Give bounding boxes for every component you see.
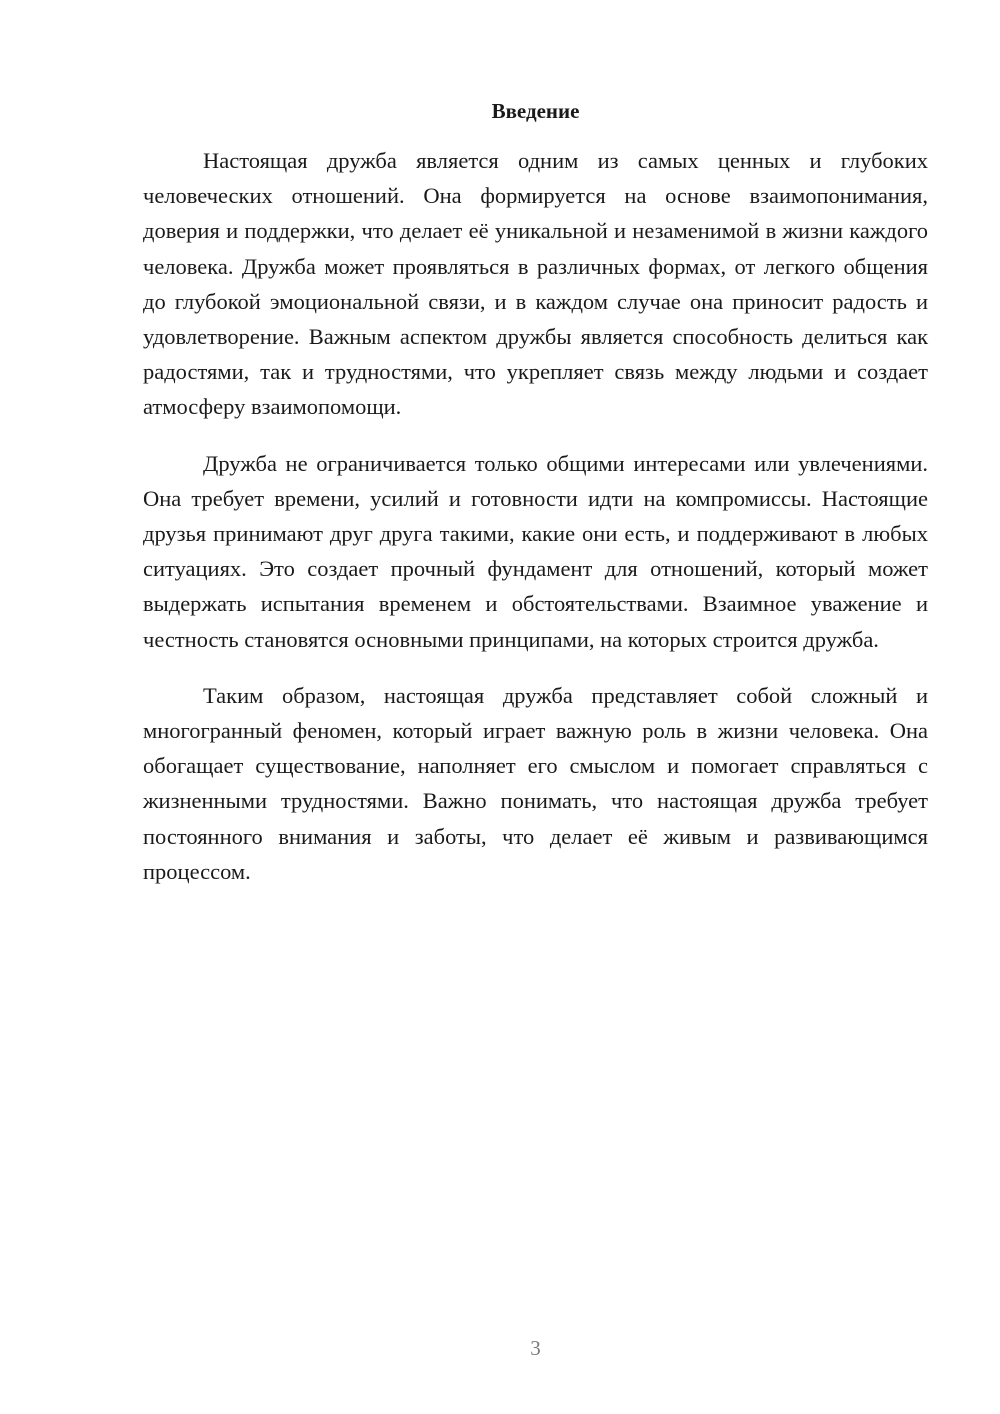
document-body: [143, 143, 928, 889]
paragraph-2: Дружба не ограничивается только общими интересами или увлечениями. Она требует времени, усилий и готовности идти на компромиссы. Настоящие друзья принимают друг друга такими, какие они есть, и поддерживают в любых ситуациях. Это создает прочный фундамент для отношений, который может выдержать испытания временем и обстоятельствами. Взаимное уважение и честность становятся основными принципами, на которых строится дружба.: [143, 450, 928, 652]
section-title: Введение: [491, 99, 580, 123]
paragraph-1: Настоящая дружба является одним из самых ценных и глубоких человеческих отношений. Она формируется на основе взаимопонимания, доверия и поддержки, что делает её уникальной и незаменимой в жизни каждого человека. Дружба может проявляться в различных формах, от легкого общения до глубокой эмоциональной связи, и в каждом случае она приносит радость и удовлетворение. Важным аспектом дружбы является способность делиться как радостями, так и трудностями, что укрепляет связь между людьми и создает атмосферу взаимопомощи.: [143, 148, 928, 420]
paragraph-3: Таким образом, настоящая дружба представляет собой сложный и многогранный феномен, который играет важную роль в жизни человека. Она обогащает существование, наполняет его смыслом и помогает справляться с жизненными трудностями. Важно понимать, что настоящая дружба требует постоянного внимания и заботы, что делает её живым и развивающимся процессом.: [143, 682, 928, 884]
page-number: 3: [530, 1336, 541, 1360]
